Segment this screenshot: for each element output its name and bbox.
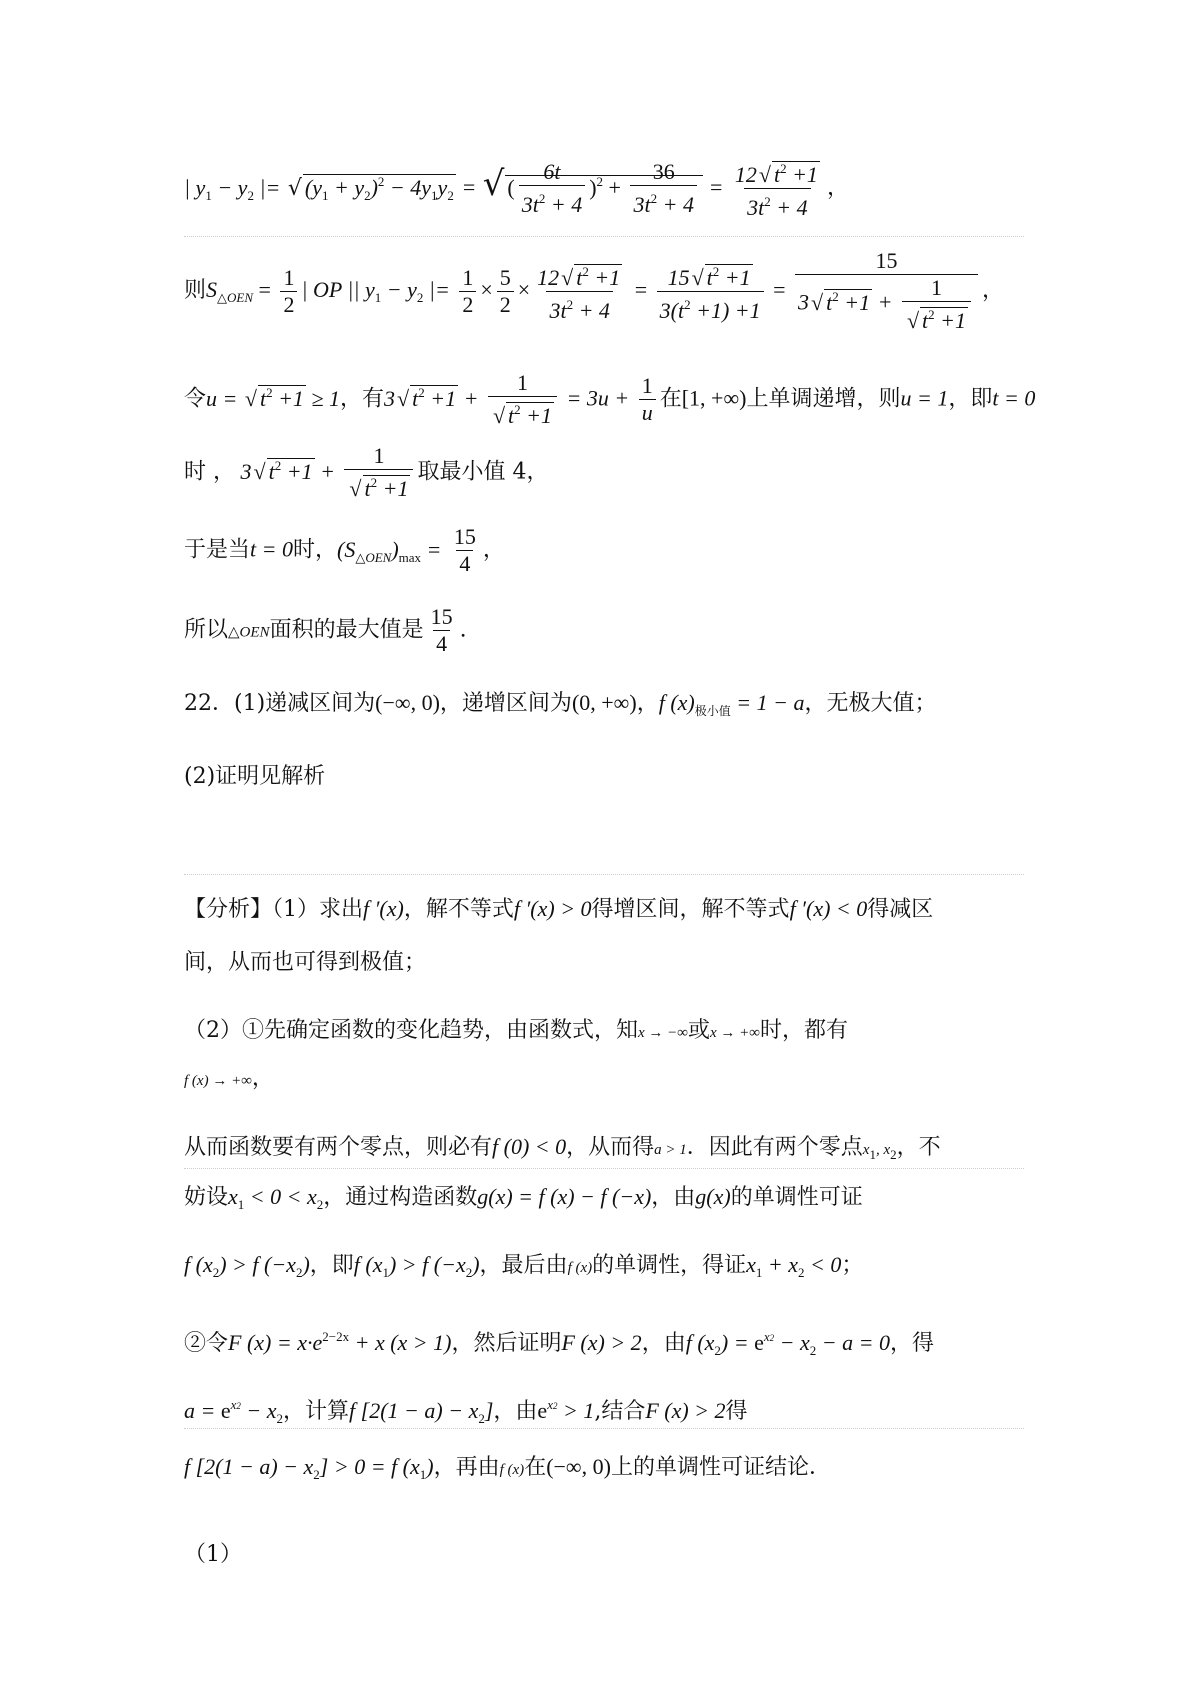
text-segment: 时 ， [184,459,235,485]
part1-heading: （1） [184,1542,242,1567]
analysis-line-5: 从而函数要有两个零点，则必有f (0) < 0，从而得a > 1．因此有两个零点x1, x2，不 [184,1134,941,1162]
answer-22-part1: 22．(1)递减区间为(−∞, 0)，递增区间为(0, +∞)，f $(x)_{极小值} = 1 - a$，无极大值； [184,690,937,718]
text-segment: ，然后证明 [451,1331,562,1356]
text-segment: ， [826,175,849,201]
text-segment: ，由 [651,1185,696,1210]
text-segment: 得增区间，解不等式 [591,897,790,922]
text-segment: ，无极大值； [804,691,937,716]
text-segment: ，递增区间为 [439,691,572,716]
text-segment: ．因此有两个零点 [686,1135,863,1160]
text-segment: ，最后由 [479,1253,568,1278]
divider [184,1428,1024,1429]
text-segment: 所以 [184,617,229,643]
conclusion-max-area: 所以△OEN面积的最大值是 $\frac{15}{4}$ . [184,604,467,656]
formula-y-difference: | $y_1 - y_2$ |= √ $(y_1 + y_2)^2 - 4y_1y_2$ = √ ( $\frac{6t}{3t^2 + 4}$ )$^2$ + $\frac{36}{3t^2 + 4}$ = $\frac{12√ t^2 +1}{3t^2 + 4}$ ， [184,159,849,220]
min-label: 极小值 [694,704,731,718]
text-segment: ，得 [889,1331,934,1356]
text-segment: 令 [184,386,207,412]
analysis-line-6: 妨设$x_1 < 0 < x_2$，通过构造函数g(x) = f (x) − f (−x)，由g(x)的单调性可证 [184,1184,863,1212]
text-segment: 面积的最大值是 [269,617,424,643]
text-segment: 取最小值 4， [417,459,549,485]
text-segment: ，不 [896,1135,941,1160]
text-segment: 在 [659,386,682,412]
text-segment: 从而函数要有两个零点，则必有 [184,1135,493,1160]
text-segment: ，即 [948,386,993,412]
text-segment: ，解不等式 [403,897,514,922]
divider [184,874,1024,875]
text-segment: ，即 [309,1253,354,1278]
analysis-line-7: f $(x_2) > f$ $(-x_2)$，即f $(x_1) > f$ $(-x_2)$，最后由f (x)的单调性，得证$x_1 + x_2 < 0$； [184,1252,864,1280]
text-segment: ，通过构造函数 [323,1185,478,1210]
text-segment: 22．(1)递减区间为 [184,691,376,716]
text-segment: 得减区 [867,897,934,922]
text-segment: 得 [725,1399,748,1424]
analysis-line-9: $a = e^{x2} - x_2$，计算f $[2(1 - a) - x_2]$，由$e^{x2} > 1$,结合F (x) > 2得 [184,1397,748,1426]
text-segment: ，由 [641,1331,686,1356]
formula-area: 则$S_{\triangle OEN}$ = $\frac{1}{2}$ | OP || $y_1 - y_2$ |= $\frac{1}{2}$ × $\frac{5}{2}$ × $\frac{12√ t^2 +1}{3t^2 + 4}$ = $\frac{15√ t^2 +1}{3(t^2 +1) +1}$ = 15 3√ $t^2 +1$ + $\frac{1}{√ t^2 +1}$ ， [184,248,1005,333]
text-segment: ，有 [340,386,385,412]
analysis-line-3: （2）①先确定函数的变化趋势，由函数式，知x → −∞或x → +∞时，都有 [184,1018,848,1043]
analysis-line-8: ②令F $(x) = x\cdot e^{2-2x} + x$ (x > 1)，然后证明F (x) > 2，由f $(x_2) = e^{x2} - x_2 - a = 0$，得 [184,1329,934,1358]
text-segment: 的单调性，得证 [592,1253,747,1278]
text-segment: 的单调性可证 [730,1185,863,1210]
formula-substitution: 令u = √ $t^2 +1 \ge 1$，有3√ $t^2 +1$ + $\frac{1}{√ t^2 +1}$ = 3u + $\frac{1}{u}$ 在[1, +∞)上单调递增，则u = 1，即t = 0 [184,370,1036,428]
text-segment: 在 [524,1455,547,1480]
answer-22-part2: (2)证明见解析 [184,764,326,789]
text-segment: 则 [184,278,207,303]
text-segment: 上单调递增，则 [746,386,901,412]
text-segment: . [459,617,467,643]
analysis-line-1: 【分析】（1）求出f ′(x)，解不等式f ′(x) > 0得增区间，解不等式f ′(x) < 0得减区 [184,896,934,922]
text-segment: 或 [687,1018,710,1043]
text-segment: ，由 [493,1399,538,1424]
text-segment: 妨设 [184,1185,229,1210]
text-segment: ， [251,1066,274,1091]
text-segment: 于是当 [184,537,251,563]
text-segment: ，从而得 [566,1135,655,1160]
analysis-line-10: f $[2(1 - a) - x_2] > 0 = f$ $(x_1)$，再由f (x)在(−∞, 0)上的单调性可证结论． [184,1454,831,1482]
analysis-line-4: f (x) → +∞， [184,1066,274,1091]
text-segment: ； [841,1253,864,1278]
divider [184,1168,1024,1169]
text-segment: ， [482,537,505,563]
formula-max-area: 于是当t = 0时，$(S_{\triangle OEN})_{max}$ = $\frac{15}{4}$ ， [184,524,505,576]
text-segment: ， [636,691,659,716]
formula-min-value: 时 ， 3√ $t^2 +1$ + $\frac{1}{√ t^2 +1}$ 取最小值 4， [184,443,549,501]
text-segment: 【分析】（1）求出 [184,897,363,922]
text-segment: ,结合 [594,1399,646,1424]
text-segment: 时， [292,537,337,563]
divider [184,236,1024,237]
text-segment: ， [982,278,1005,303]
analysis-line-2: 间，从而也可得到极值； [184,950,427,975]
text-segment: 时，都有 [759,1018,848,1043]
text-segment: （2）①先确定函数的变化趋势，由函数式，知 [184,1018,638,1043]
text-segment: ，计算 [283,1399,350,1424]
text-segment: 上的单调性可证结论． [610,1455,831,1480]
text-segment: ②令 [184,1331,229,1356]
text-segment: ，再由 [433,1455,500,1480]
